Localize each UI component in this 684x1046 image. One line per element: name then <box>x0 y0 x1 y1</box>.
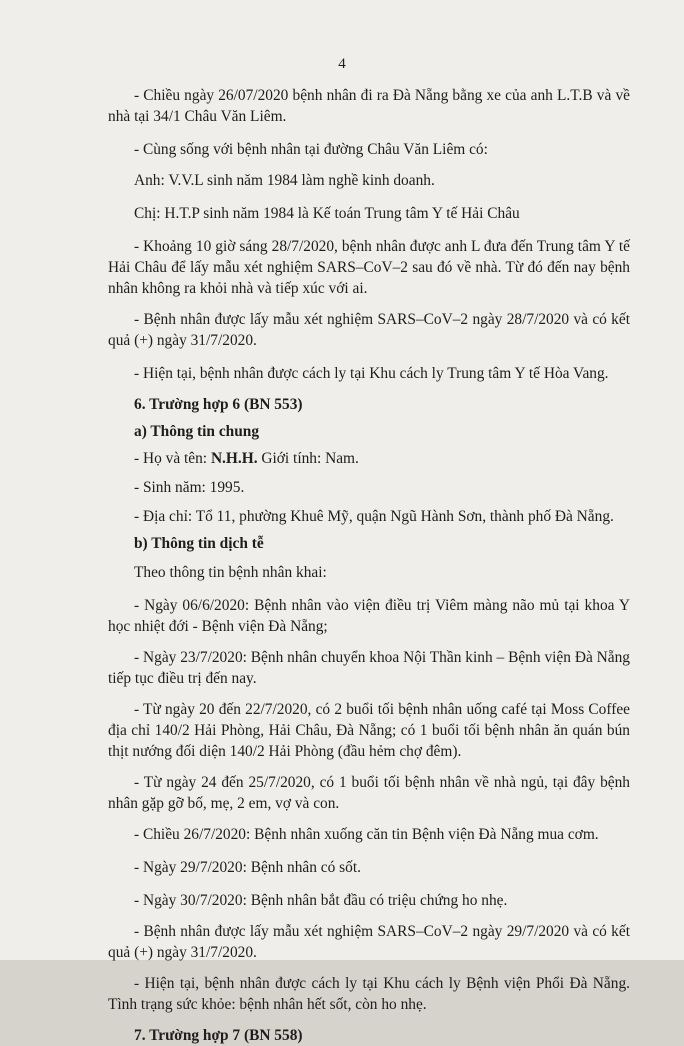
paragraph: Theo thông tin bệnh nhân khai: <box>134 564 327 581</box>
epidemiology-item: - Hiện tại, bệnh nhân được cách ly tại Khu cách ly Bệnh viện Phổi Đà Nẵng. Tình trạng sức khỏe: bệnh nhân hết sốt, còn ho nhẹ. <box>108 975 630 1013</box>
subsection-heading: a) Thông tin chung <box>134 423 260 440</box>
epidemiology-item: - Từ ngày 20 đến 22/7/2020, có 2 buổi tối bệnh nhân uống café tại Moss Coffee địa chỉ 140/2 Hải Phòng, Hải Châu, Đà Nẵng; có 1 buổi tối bệnh nhân ăn quán bún thịt nướng đối diện 140/2 Hải Phòng (đầu hẻm chợ đêm). <box>108 701 630 760</box>
name-line <box>108 448 630 469</box>
epidemiology-item: - Ngày 30/7/2020: Bệnh nhân bắt đầu có triệu chứng ho nhẹ. <box>134 892 508 909</box>
epidemiology-item: - Ngày 29/7/2020: Bệnh nhân có sốt. <box>134 859 361 876</box>
paragraph: - Khoảng 10 giờ sáng 28/7/2020, bệnh nhân được anh L đưa đến Trung tâm Y tế Hải Châu để lấy mẫu xét nghiệm SARS–CoV–2 sau đó về nhà. Từ đó đến nay bệnh nhân không ra khỏi nhà và tiếp xúc với ai. <box>108 238 630 297</box>
epidemiology-item: - Ngày 23/7/2020: Bệnh nhân chuyển khoa Nội Thần kinh – Bệnh viện Đà Nẵng tiếp tục điều trị đến nay. <box>108 649 630 687</box>
epidemiology-item: - Chiều 26/7/2020: Bệnh nhân xuống căn tin Bệnh viện Đà Nẵng mua cơm. <box>134 826 599 843</box>
paragraph: - Cùng sống với bệnh nhân tại đường Châu Văn Liêm có: <box>134 141 488 158</box>
birth-line: - Sinh năm: 1995. <box>134 479 245 496</box>
paragraph: - Hiện tại, bệnh nhân được cách ly tại Khu cách ly Trung tâm Y tế Hòa Vang. <box>134 365 609 382</box>
epidemiology-item: - Từ ngày 24 đến 25/7/2020, có 1 buổi tối bệnh nhân về nhà ngủ, tại đây bệnh nhân gặp gỡ bố, mẹ, 2 em, vợ và con. <box>108 774 630 812</box>
paragraph: - Bệnh nhân được lấy mẫu xét nghiệm SARS–CoV–2 ngày 28/7/2020 và có kết quả (+) ngày 31/7/2020. <box>108 311 630 349</box>
paragraph: Anh: V.V.L sinh năm 1984 làm nghề kinh doanh. <box>134 172 435 189</box>
gender-text: Giới tính: Nam. <box>257 450 359 467</box>
section-heading: 6. Trường hợp 6 (BN 553) <box>134 396 303 413</box>
paragraph: Chị: H.T.P sinh năm 1984 là Kế toán Trung tâm Y tế Hải Châu <box>134 205 520 222</box>
section-heading: 7. Trường hợp 7 (BN 558) <box>134 1027 303 1044</box>
name-value: N.H.H. <box>210 450 258 467</box>
epidemiology-item: - Bệnh nhân được lấy mẫu xét nghiệm SARS–CoV–2 ngày 29/7/2020 và có kết quả (+) ngày 31/7/2020. <box>108 923 630 961</box>
document-body <box>108 85 630 1046</box>
address-line: - Địa chỉ: Tổ 11, phường Khuê Mỹ, quận Ngũ Hành Sơn, thành phố Đà Nẵng. <box>134 508 614 525</box>
subsection-heading: b) Thông tin dịch tễ <box>134 535 264 552</box>
paragraph: - Chiều ngày 26/07/2020 bệnh nhân đi ra Đà Nẵng bằng xe của anh L.T.B và về nhà tại 34/1 Châu Văn Liêm. <box>108 87 630 125</box>
page-number: 4 <box>338 56 346 72</box>
epidemiology-item: - Ngày 06/6/2020: Bệnh nhân vào viện điều trị Viêm màng não mủ tại khoa Y học nhiệt đới - Bệnh viện Đà Nẵng; <box>108 597 630 635</box>
name-label: - Họ và tên: <box>134 450 211 467</box>
